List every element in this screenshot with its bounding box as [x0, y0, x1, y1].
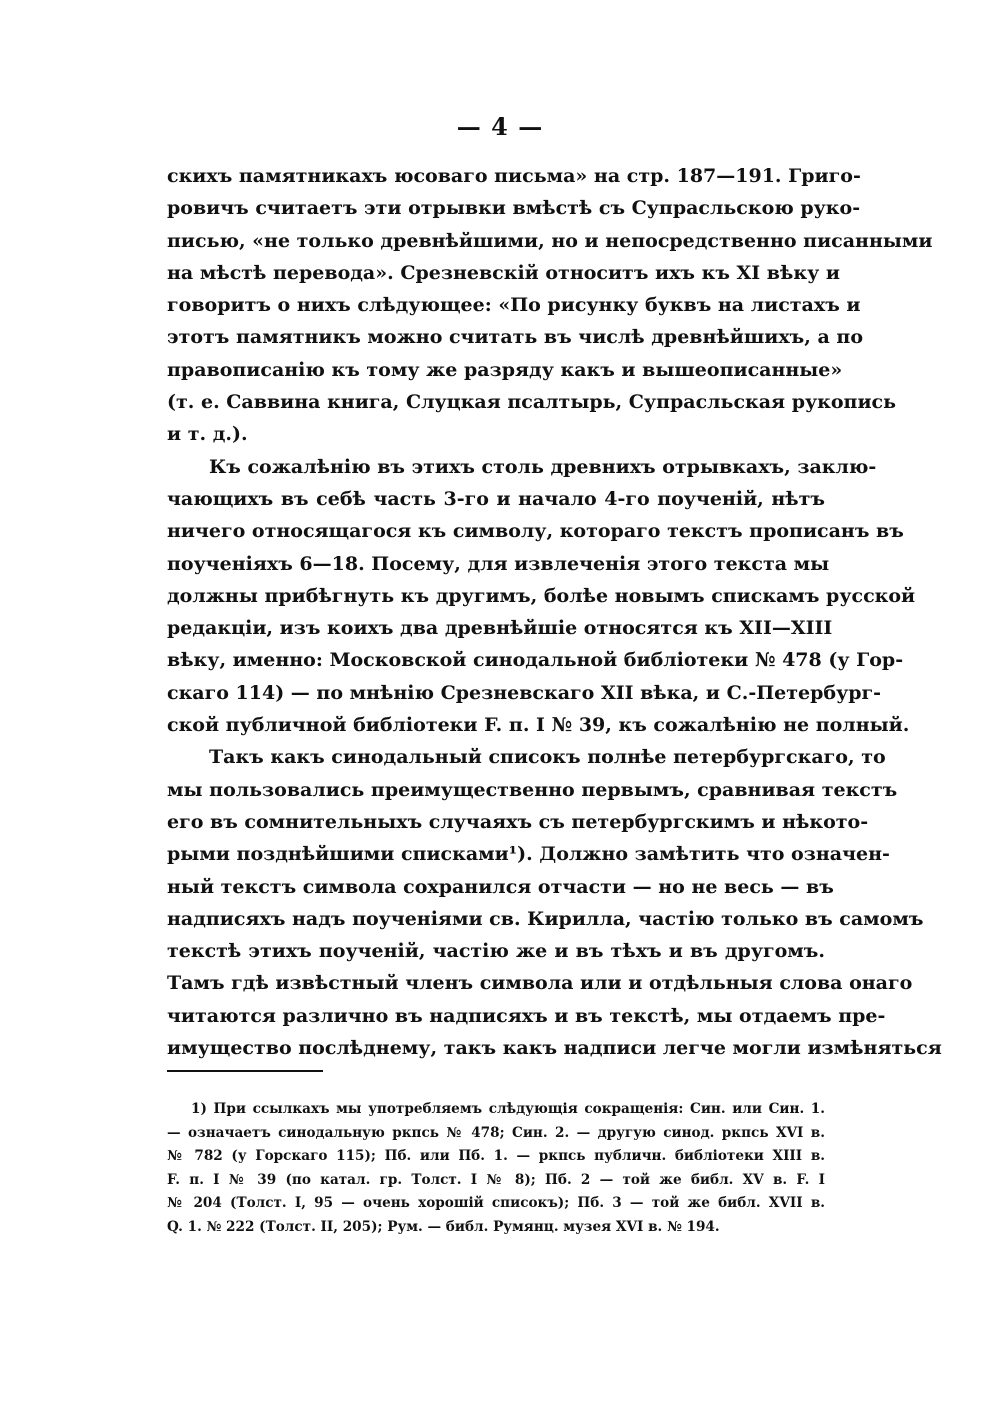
text-line: мы пользовались преимущественно первымъ, сравнивая текстъ [167, 778, 898, 801]
page-number: — 4 — [456, 112, 544, 141]
text-line: говоритъ о нихъ слѣдующее: «По рисунку буквъ на листахъ и [167, 294, 861, 317]
text-line: должны прибѣгнуть къ другимъ, болѣе новымъ спискамъ русской [167, 584, 916, 607]
text-line: скаго 114) — по мнѣнію Срезневскаго XII вѣка, и С.-Петербург- [167, 681, 882, 704]
text-line: ничего относящагося къ символу, котораго текстъ прописанъ въ [167, 520, 904, 543]
text-line: чающихъ въ себѣ часть 3-го и начало 4-го поученій, нѣтъ [167, 487, 825, 510]
text-line: надписяхъ надъ поученіями св. Кирилла, частію только въ самомъ [167, 907, 924, 930]
text-line: (т. е. Саввина книга, Слуцкая псалтырь, Супрасльская рукопись [167, 391, 896, 414]
paragraph-3 [167, 741, 942, 1064]
text-line: скихъ памятникахъ юсоваго письма» на стр. 187—191. Григо- [167, 165, 861, 187]
text-line: имущество послѣднему, такъ какъ надписи легче могли измѣняться [167, 1037, 942, 1060]
footnote-line: № 204 (Толст. I, 95 — очень хорошій списокъ); Пб. 3 — той же библ. XVII в. [167, 1195, 825, 1211]
text-line: и т. д.). [167, 423, 248, 446]
text-line: этотъ памятникъ можно считать въ числѣ древнѣйшихъ, а по [167, 326, 863, 349]
text-line: редакціи, изъ коихъ два древнѣйшіе относятся къ XII—XIII [167, 617, 833, 640]
text-line: текстѣ этихъ поученій, частію же и въ тѣхъ и въ другомъ. [167, 940, 825, 963]
text-line: Къ сожалѣнію въ этихъ столь древнихъ отрывкахъ, заклю- [209, 455, 877, 478]
footnote-line: F. п. I № 39 (по катал. гр. Толст. I № 8); Пб. 2 — той же библ. XV в. F. I [167, 1171, 825, 1188]
text-line: правописанію къ тому же разряду какъ и вышеописанные» [167, 358, 843, 381]
text-line: ровичъ считаетъ эти отрывки вмѣстѣ съ Супрасльскою руко- [167, 197, 861, 220]
footnote-line: — означаетъ синодальную ркпсь № 478; Син. 2. — другую синод. ркпсь XVI в. [167, 1124, 825, 1141]
body-text [167, 160, 942, 1064]
paragraph-2 [167, 451, 916, 742]
text-line: поученіяхъ 6—18. Посему, для извлеченія этого текста мы [167, 552, 830, 575]
footnote-divider [167, 1070, 323, 1072]
footnote-line: № 782 (у Горскаго 115); Пб. или Пб. 1. — ркпсь публичн. библіотеки XIII в. [167, 1148, 825, 1164]
text-line: Такъ какъ синодальный списокъ полнѣе петербургскаго, то [209, 746, 886, 769]
text-line: ный текстъ символа сохранился отчасти — но не весь — въ [167, 875, 834, 898]
text-line: рыми позднѣйшими списками¹). Должно замѣтить что означен- [167, 843, 890, 866]
text-line: читаются различно въ надписяхъ и въ текстѣ, мы отдаемъ пре- [167, 1004, 886, 1027]
text-line: вѣку, именно: Московской синодальной библіотеки № 478 (у Гор- [167, 649, 904, 672]
text-line: писью, «не только древнѣйшими, но и непосредственно писанными [167, 229, 933, 252]
footnote-line: Q. 1. № 222 (Толст. II, 205); Рум. — библ. Румянц. музея XVI в. № 194. [167, 1218, 720, 1235]
footnote [167, 1098, 825, 1239]
text-line: Тамъ гдѣ извѣстный членъ символа или и отдѣльныя слова онаго [167, 972, 913, 995]
footnote-line: 1) При ссылкахъ мы употребляемъ слѣдующія сокращенія: Син. или Син. 1. [191, 1101, 825, 1117]
text-line: на мѣстѣ перевода». Срезневскій относитъ ихъ къ XI вѣку и [167, 261, 840, 284]
text-line: ской публичной библіотеки F. п. I № 39, къ сожалѣнію не полный. [167, 714, 910, 737]
paragraph-1 [167, 160, 933, 451]
text-line: его въ сомнительныхъ случаяхъ съ петербургскимъ и нѣкото- [167, 810, 869, 833]
